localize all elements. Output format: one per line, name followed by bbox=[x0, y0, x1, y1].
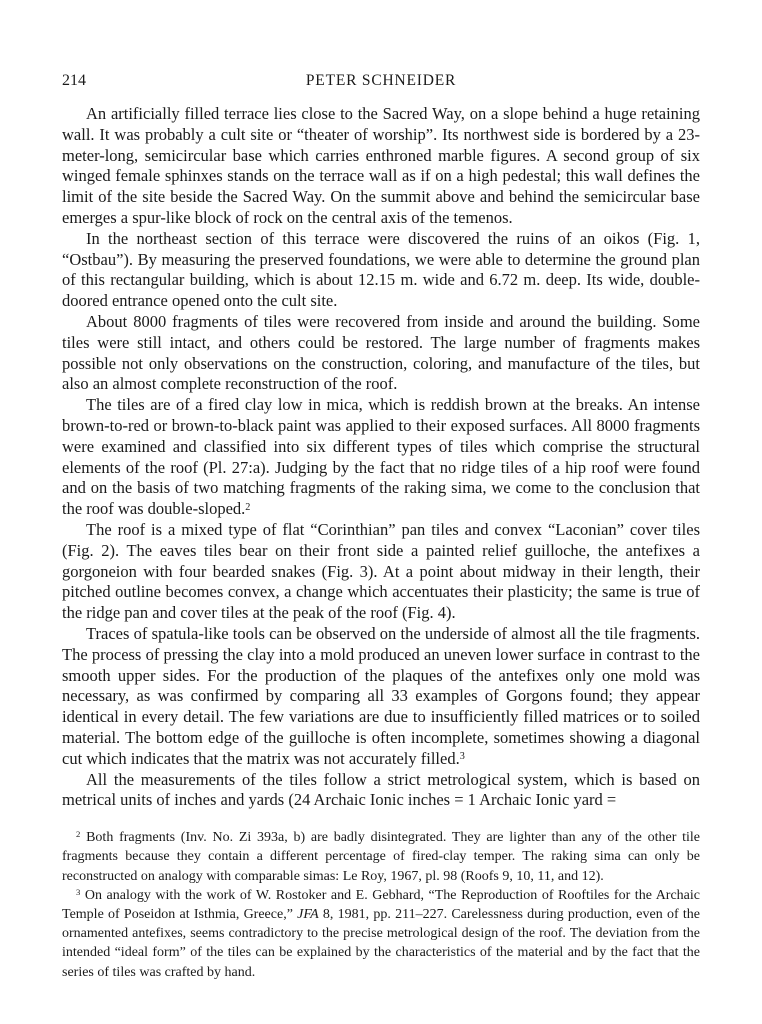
article-body bbox=[62, 104, 700, 811]
text-segment: Both fragments (Inv. No. Zi 393a, b) are badly disintegrated. They are lighter than any of the other tile fragments because they contain a different percentage of fired-clay temper. The raking sima can only be reconstructed on analogy with comparable simas: Le Roy, 1967, pl. 98 (Roofs 9, 10, 11, and 12). bbox=[62, 830, 700, 884]
paragraph bbox=[62, 395, 700, 520]
text-segment: JFA bbox=[297, 906, 319, 922]
footnote-reference: 2 bbox=[245, 501, 251, 513]
text-segment: On analogy with the work of W. Rostoker and E. Gebhard, “The Reproduction of Rooftiles for the Archaic Temple of Poseidon at Isthmia, Greece,” bbox=[62, 887, 700, 922]
running-head-author: PETER SCHNEIDER bbox=[305, 72, 457, 89]
page-header bbox=[62, 72, 700, 92]
footnote-reference: 2 bbox=[76, 829, 81, 840]
paragraph bbox=[62, 770, 700, 812]
footnote bbox=[62, 886, 700, 982]
paragraph bbox=[62, 229, 700, 312]
paragraph bbox=[62, 624, 700, 770]
page-number: 214 bbox=[62, 72, 86, 89]
text-segment: The tiles are of a fired clay low in mica, which is reddish brown at the breaks. An intense brown-to-red or brown-to-black paint was applied to their exposed surfaces. All 8000 fragments were examined and classified into six different types of tiles which comprise the structural elements of the roof (Pl. 27:a). Judging by the fact that no ridge tiles of a hip roof were found and on the basis of two matching fragments of the raking sima, we come to the conclusion that the roof was double-sloped. bbox=[62, 395, 700, 519]
footnote-reference: 3 bbox=[76, 886, 81, 897]
text-segment: In the northeast section of this terrace were discovered the ruins of an oikos (Fig. 1, “Ostbau”). By measuring the preserved foundations, we were able to determine the ground plan of this rectangular building, which is about 12.15 m. wide and 6.72 m. deep. Its wide, double-doored entrance opened onto the cult site. bbox=[62, 228, 700, 311]
paragraph bbox=[62, 312, 700, 395]
text-segment: About 8000 fragments of tiles were recovered from inside and around the building. Some tiles were still intact, and others could be restored. The large number of fragments makes possible not only observations on the construction, coloring, and manufacture of the tiles, but also an almost complete reconstruction of the roof. bbox=[62, 311, 700, 394]
paragraph bbox=[62, 520, 700, 624]
text-segment: Traces of spatula-like tools can be observed on the underside of almost all the tile fragments. The process of pressing the clay into a mold produced an uneven lower surface in contrast to the smooth upper sides. For the production of the plaques of the antefixes only one mold was necessary, as was confirmed by comparing all 33 examples of Gorgons found; they appear identical in every detail. The few variations are due to insufficiently filled matrices or to soiled material. The bottom edge of the guilloche is often incomplete, sometimes showing a diagonal cut which indicates that the matrix was not accurately filled. bbox=[62, 623, 700, 768]
text-segment: An artificially filled terrace lies close to the Sacred Way, on a slope behind a huge retaining wall. It was probably a cult site or “theater of worship”. Its northwest side is bordered by a 23-meter-long, semicircular base which carries enthroned marble figures. A second group of six winged female sphinxes stands on the terrace wall as if on a high pedestal; this wall defines the limit of the site beside the Sacred Way. On the summit above and behind the semicircular base emerges a spur-like block of rock on the central axis of the temenos. bbox=[62, 104, 700, 227]
footnote-reference: 3 bbox=[459, 751, 465, 763]
text-segment: 8, 1981, pp. 211–227. Carelessness during production, even of the ornamented antefixes, seems contradictory to the precise metrological design of the roof. The deviation from the intended “ideal form” of the tiles can be explained by the characteristics of the material and by the fact that the series of tiles was crafted by hand. bbox=[62, 906, 700, 980]
text-segment: All the measurements of the tiles follow a strict metrological system, which is based on metrical units of inches and yards (24 Archaic Ionic inches = 1 Archaic Ionic yard = bbox=[62, 769, 700, 810]
footnotes-section bbox=[62, 828, 700, 982]
paragraph bbox=[62, 104, 700, 229]
text-segment: The roof is a mixed type of flat “Corinthian” pan tiles and convex “Laconian” cover tiles (Fig. 2). The eaves tiles bear on their front side a painted relief guilloche, the antefixes a gorgoneion with four bearded snakes (Fig. 3). At a point about midway in their length, their pitched outline becomes convex, a change which accentuates their plasticity; the same is true of the ridge pan and cover tiles at the peak of the roof (Fig. 4). bbox=[62, 519, 700, 623]
footnote bbox=[62, 828, 700, 886]
